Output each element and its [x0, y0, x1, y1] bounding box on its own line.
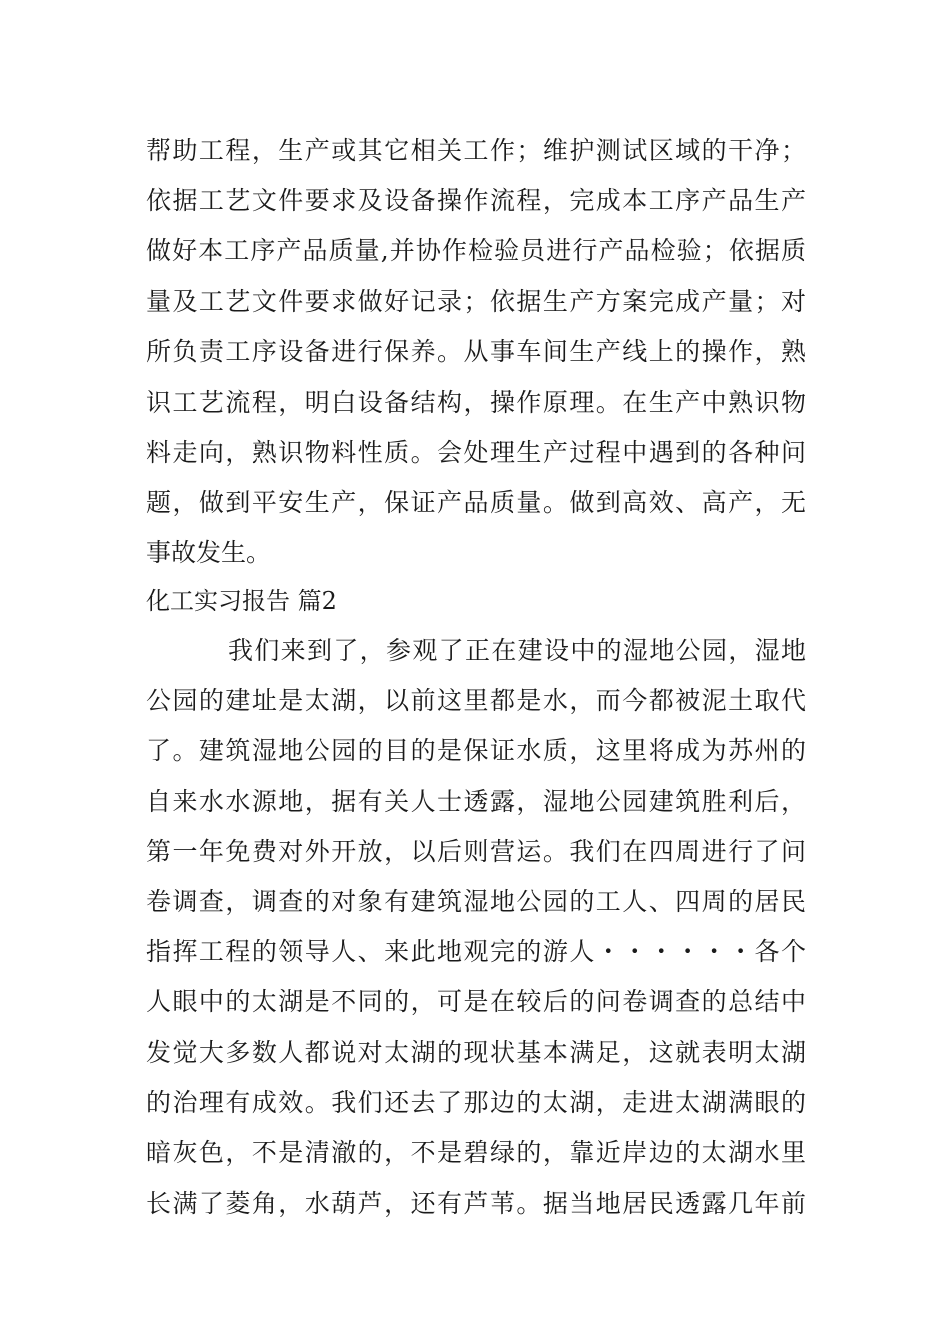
section-heading: 化工实习报告 篇2	[146, 587, 337, 615]
paragraph-line: 帮助工程，生产或其它相关工作；维护测试区域的干净；	[146, 136, 806, 165]
paragraph-line: 我们来到了，参观了正在建设中的湿地公园，湿地	[228, 636, 806, 665]
paragraph-line: 长满了菱角，水葫芦，还有芦苇。据当地居民透露几年前	[146, 1189, 806, 1218]
paragraph-line: 自来水水源地，据有关人士透露，湿地公园建筑胜利后，	[146, 787, 806, 816]
paragraph-line: 了。建筑湿地公园的目的是保证水质，这里将成为苏州的	[146, 736, 806, 765]
paragraph-line: 的治理有成效。我们还去了那边的太湖，走进太湖满眼的	[146, 1088, 806, 1117]
paragraph-line: 量及工艺文件要求做好记录；依据生产方案完成产量；对	[146, 287, 806, 316]
paragraph-line: 公园的建址是太湖，以前这里都是水，而今都被泥土取代	[146, 686, 806, 715]
paragraph-line: 指挥工程的领导人、来此地观完的游人・・・・・・各个	[146, 937, 806, 966]
paragraph-line: 第一年免费对外开放，以后则营运。我们在四周进行了问	[146, 837, 806, 866]
paragraph-line: 事故发生。	[146, 538, 272, 567]
paragraph-line: 卷调查，调查的对象有建筑湿地公园的工人、四周的居民	[146, 887, 806, 916]
paragraph-line: 识工艺流程，明白设备结构，操作原理。在生产中熟识物	[146, 388, 806, 417]
paragraph-line: 发觉大多数人都说对太湖的现状基本满足，这就表明太湖	[146, 1038, 806, 1067]
paragraph-line: 人眼中的太湖是不同的，可是在较后的问卷调查的总结中	[146, 987, 806, 1016]
paragraph-line: 暗灰色，不是清澈的，不是碧绿的，靠近岸边的太湖水里	[146, 1138, 806, 1167]
paragraph-line: 题，做到平安生产，保证产品质量。做到高效、高产，无	[146, 488, 806, 517]
paragraph-line: 料走向，熟识物料性质。会处理生产过程中遇到的各种问	[146, 438, 806, 467]
paragraph-line: 依据工艺文件要求及设备操作流程，完成本工序产品生产	[146, 186, 806, 215]
paragraph-line: 所负责工序设备进行保养。从事车间生产线上的操作，熟	[146, 337, 806, 366]
paragraph-line: 做好本工序产品质量,并协作检验员进行产品检验；依据质	[146, 236, 806, 265]
